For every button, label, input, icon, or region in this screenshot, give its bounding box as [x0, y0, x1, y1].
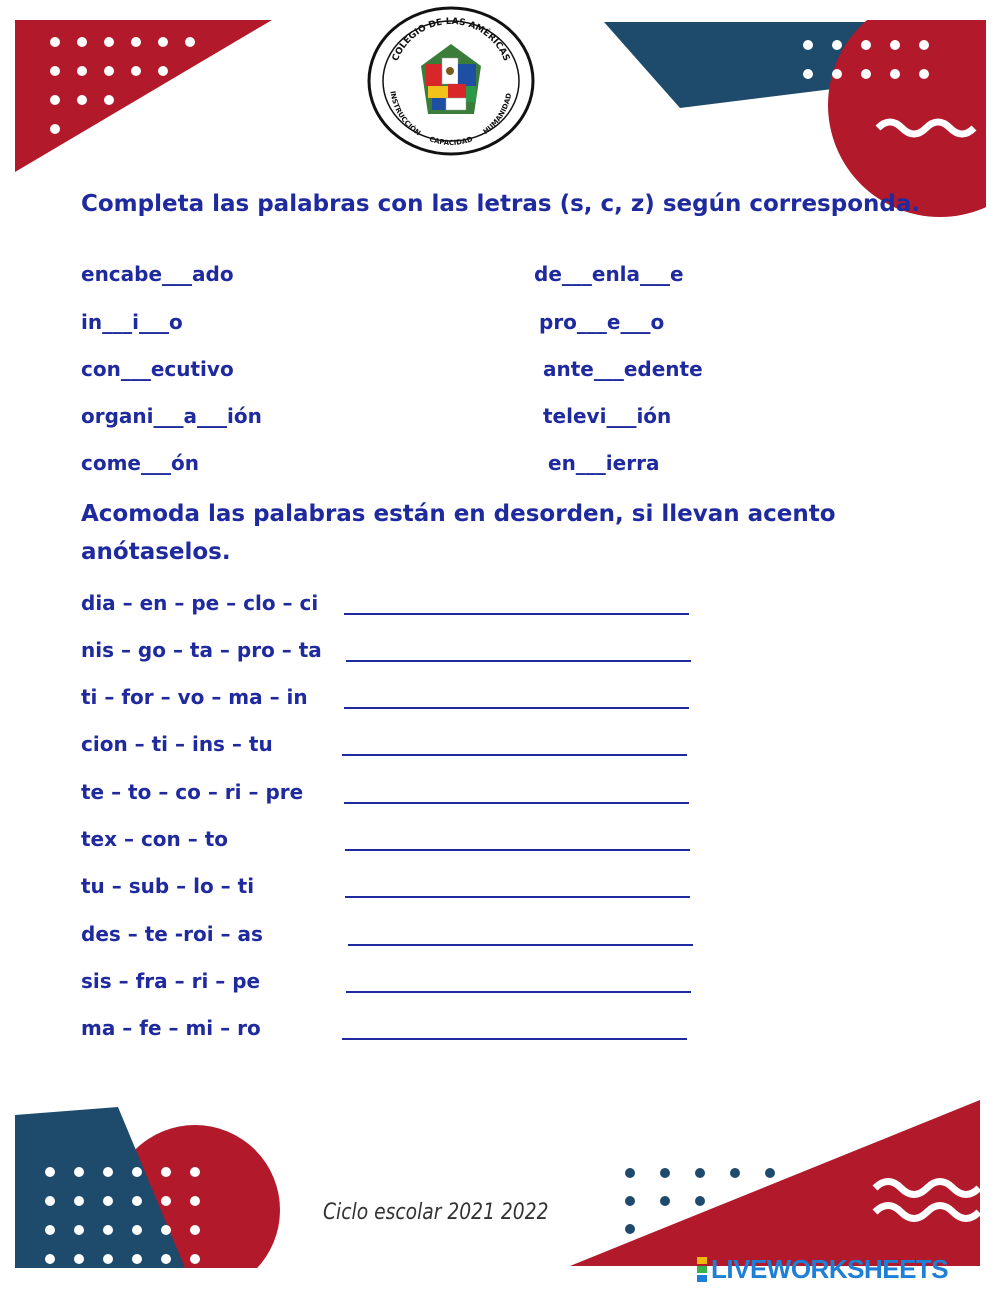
answer-line[interactable]	[345, 849, 690, 851]
decor-dot	[77, 37, 87, 47]
brand-boxes-icon	[697, 1256, 707, 1283]
section1-instruction: Completa las palabras con las letras (s, c, z) según corresponda.	[81, 191, 921, 217]
word-right-2: pro___e___o	[539, 310, 665, 334]
decor-dot	[50, 124, 60, 134]
scrambled-word: cion – ti – ins – tu	[81, 732, 273, 756]
brand-text: LIVEWORKSHEETS	[711, 1253, 949, 1284]
decor-dot	[190, 1167, 200, 1177]
scrambled-word: tu – sub – lo – ti	[81, 874, 255, 898]
decor-dot	[919, 69, 929, 79]
scrambled-word: tex – con – to	[81, 827, 229, 851]
answer-line[interactable]	[348, 944, 693, 946]
decor-dot	[185, 37, 195, 47]
decor-dot	[132, 1254, 142, 1264]
decor-dot	[104, 66, 114, 76]
decor-dot	[161, 1167, 171, 1177]
decor-dot	[74, 1225, 84, 1235]
decor-dot	[660, 1196, 670, 1206]
decor-dot	[625, 1168, 635, 1178]
answer-line[interactable]	[344, 802, 689, 804]
decor-dot	[861, 40, 871, 50]
answer-line[interactable]	[345, 896, 690, 898]
decor-dot	[730, 1168, 740, 1178]
decor-dot	[103, 1225, 113, 1235]
decor-dot	[158, 66, 168, 76]
decor-dot	[50, 95, 60, 105]
decor-dot	[132, 1225, 142, 1235]
decor-dot	[50, 37, 60, 47]
decor-dot	[45, 1225, 55, 1235]
decor-dot	[132, 1167, 142, 1177]
decor-dot	[919, 40, 929, 50]
decor-dot	[104, 95, 114, 105]
decor-dot	[161, 1254, 171, 1264]
word-right-1: de___enla___e	[534, 262, 684, 286]
decor-dot	[660, 1168, 670, 1178]
word-left-2: in___i___o	[81, 310, 183, 334]
answer-line[interactable]	[342, 754, 687, 756]
answer-line[interactable]	[344, 707, 689, 709]
liveworksheets-logo	[697, 1254, 948, 1284]
section2-instruction: Acomoda las palabras están en desorden, si llevan acento anótaselos.	[81, 501, 836, 565]
decor-dot	[74, 1167, 84, 1177]
decor-dot	[45, 1254, 55, 1264]
seal-bottom-text: CAPACIDAD	[428, 135, 474, 147]
brand-box	[697, 1257, 707, 1264]
scrambled-word: nis – go – ta – pro – ta	[81, 638, 322, 662]
word-left-4: organi___a___ión	[81, 404, 262, 428]
decor-dot	[803, 40, 813, 50]
decor-dot	[158, 37, 168, 47]
decor-dot	[104, 37, 114, 47]
decor-dot	[625, 1196, 635, 1206]
scrambled-word: des – te -roi – as	[81, 922, 263, 946]
seal-right-text: HUMANIDAD	[481, 92, 514, 137]
decor-dot	[103, 1167, 113, 1177]
answer-line[interactable]	[346, 660, 691, 662]
decor-dot	[103, 1196, 113, 1206]
decor-dot	[190, 1225, 200, 1235]
decor-dot	[190, 1196, 200, 1206]
brand-box	[697, 1275, 707, 1282]
decor-dot	[77, 66, 87, 76]
answer-line[interactable]	[346, 991, 691, 993]
word-left-5: come___ón	[81, 451, 199, 475]
answer-line[interactable]	[344, 613, 689, 615]
decor-dot	[765, 1168, 775, 1178]
decor-dot	[890, 69, 900, 79]
decor-dot	[803, 69, 813, 79]
bottom-right-red-triangle	[570, 1100, 980, 1266]
word-right-4: televi___ión	[543, 404, 672, 428]
scrambled-word: ti – for – vo – ma – in	[81, 685, 308, 709]
decor-dot	[132, 1196, 142, 1206]
scrambled-word: dia – en – pe – clo – ci	[81, 591, 319, 615]
word-right-3: ante___edente	[543, 357, 703, 381]
school-cycle-text: Ciclo escolar 2021 2022	[323, 1200, 549, 1225]
decor-dot	[103, 1254, 113, 1264]
decor-dot	[695, 1168, 705, 1178]
seal-top-text: COLEGIO DE LAS AMÉRICAS	[390, 16, 512, 63]
word-left-3: con___ecutivo	[81, 357, 234, 381]
decor-dot	[45, 1167, 55, 1177]
decor-dot	[161, 1196, 171, 1206]
decor-dot	[74, 1254, 84, 1264]
decor-dot	[50, 66, 60, 76]
decor-dot	[832, 69, 842, 79]
decor-dot	[77, 95, 87, 105]
decor-dot	[695, 1196, 705, 1206]
decor-dot	[890, 40, 900, 50]
answer-line[interactable]	[342, 1038, 687, 1040]
decor-dot	[131, 66, 141, 76]
decor-dot	[131, 37, 141, 47]
scrambled-word: te – to – co – ri – pre	[81, 780, 304, 804]
decor-dot	[861, 69, 871, 79]
school-seal-logo	[366, 6, 536, 156]
scrambled-word: sis – fra – ri – pe	[81, 969, 261, 993]
word-left-1: encabe___ado	[81, 262, 234, 286]
decor-dot	[832, 40, 842, 50]
seal-left-text: INSTRUCCIÓN	[388, 90, 422, 138]
decor-dot	[161, 1225, 171, 1235]
decor-dot	[74, 1196, 84, 1206]
word-right-5: en___ierra	[548, 451, 660, 475]
decor-dot	[45, 1196, 55, 1206]
decor-dot	[190, 1254, 200, 1264]
decor-dot	[625, 1224, 635, 1234]
scrambled-word: ma – fe – mi – ro	[81, 1016, 261, 1040]
brand-box	[697, 1266, 707, 1273]
